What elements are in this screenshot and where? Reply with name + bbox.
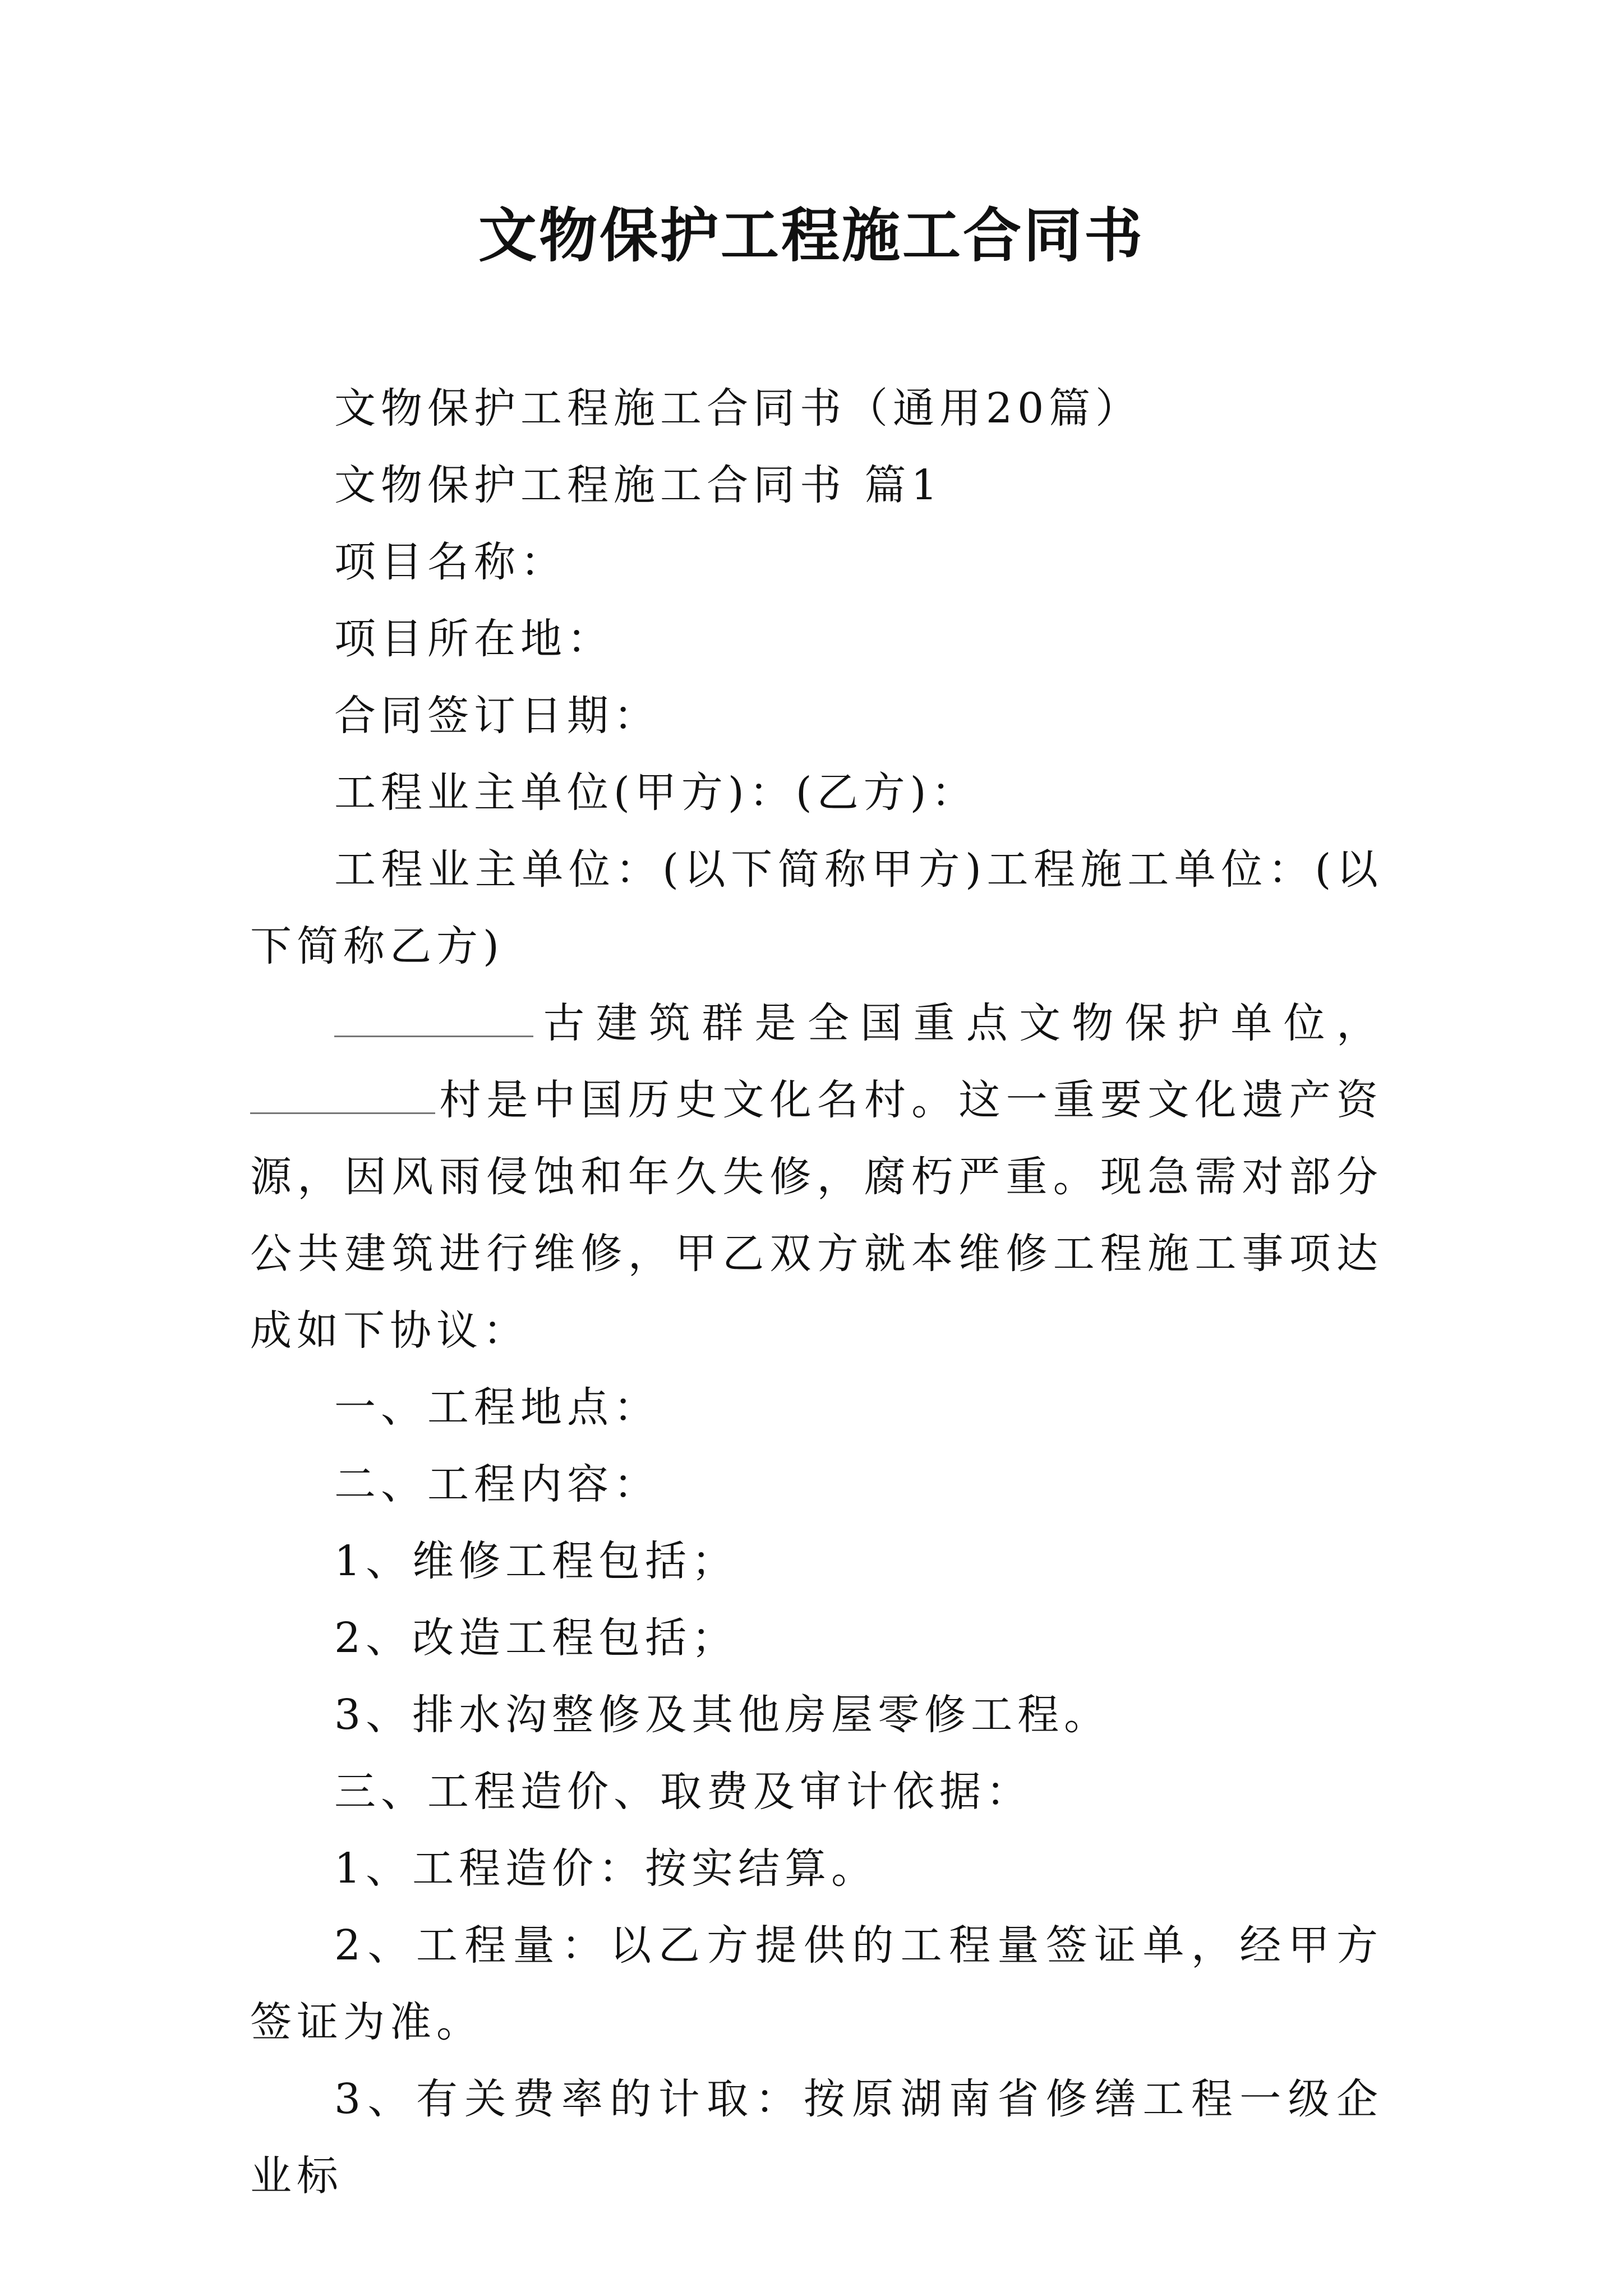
blank-line — [250, 1071, 435, 1114]
document-body — [250, 370, 1383, 2215]
clause-cost-basis: 三、工程造价、取费及审计依据： — [334, 1768, 1032, 1816]
clause-repair: 1、维修工程包括； — [334, 1537, 739, 1585]
clause-quantity: 2、工程量：以乙方提供的工程量签证单，经甲方签证为准。 — [250, 1921, 1383, 2046]
clause-content: 二、工程内容： — [334, 1460, 660, 1508]
heritage-text-part2: 村是中国历史文化名村。这一重要文化遗产资源，因风雨侵蚀和年久失修，腐朽严重。现急需对部分公共建筑进行维修，甲乙双方就本维修工程施工事项达成如下协议： — [250, 1076, 1383, 1355]
paragraph-parties: 工程业主单位(甲方)：(乙方)： — [334, 769, 978, 817]
clause-cost-settlement: 1、工程造价：按实结算。 — [334, 1844, 878, 1893]
paragraph-project-name: 项目名称： — [334, 538, 567, 586]
clause-rates: 3、有关费率的计取：按原湖南省修缮工程一级企业标 — [250, 2075, 1383, 2200]
blank-line — [334, 994, 533, 1037]
clause-location: 一、工程地点： — [334, 1383, 660, 1432]
document-title: 文物保护工程施工合同书 — [478, 201, 1145, 270]
clause-renovation: 2、改造工程包括； — [334, 1614, 739, 1662]
paragraph-section-title: 文物保护工程施工合同书 篇1 — [334, 461, 943, 509]
paragraph-parties-abbrev: 工程业主单位：(以下简称甲方)工程施工单位：(以下简称乙方) — [250, 845, 1383, 970]
paragraph-project-location: 项目所在地： — [334, 615, 614, 663]
clause-drainage: 3、排水沟整修及其他房屋零修工程。 — [334, 1691, 1111, 1739]
paragraph-heritage-context — [250, 985, 1383, 1369]
heritage-text-part1: 古建筑群是全国重点文物保护单位， — [537, 999, 1383, 1047]
paragraph-general-title: 文物保护工程施工合同书（通用20篇） — [334, 384, 1142, 432]
paragraph-sign-date: 合同签订日期： — [334, 692, 660, 740]
